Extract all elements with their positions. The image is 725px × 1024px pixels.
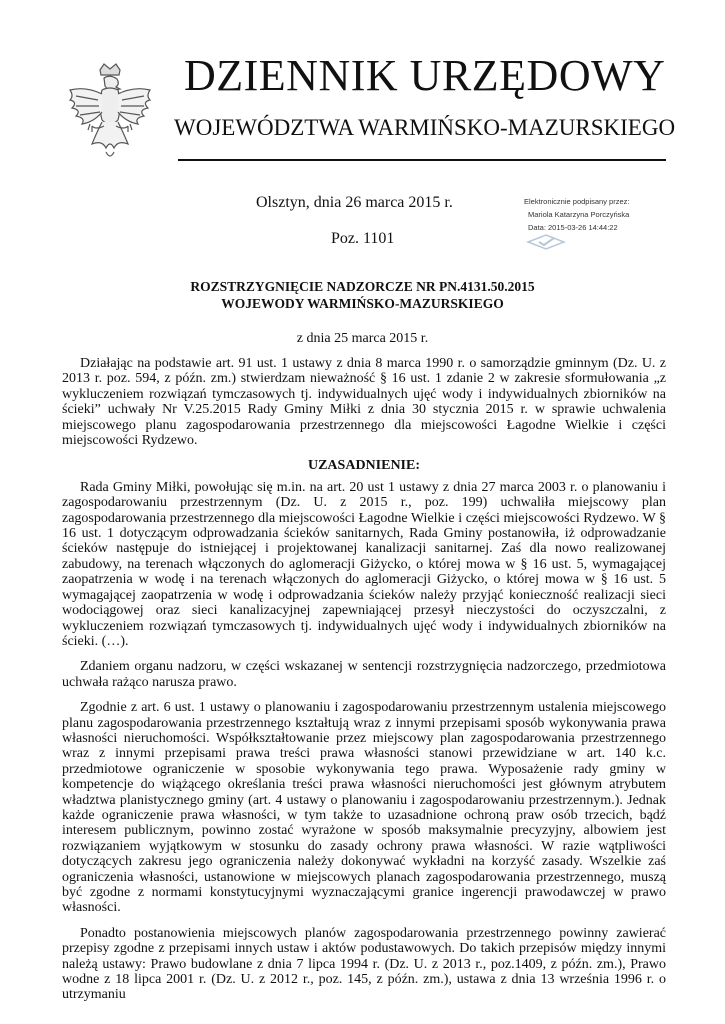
decision-title: [40, 278, 685, 312]
signature-date: Data: 2015-03-26 14:44:22: [528, 223, 618, 232]
paragraph-ruling: Działając na podstawie art. 91 ust. 1 ustawy z dnia 8 marca 1990 r. o samorządzie gminnym (Dz. U. z 2013 r. poz. 594, z późn. zm.) stwierdzam nieważność § 16 ust. 1 zdanie 2 w zakresie sformułowania „z wykluczeniem rozwiązań tymczasowych tj. indywidualnych ujęć wody i indywidualnych zbiorników na ścieki” uchwały Nr V.25.2015 Rady Gminy Miłki z dnia 30 stycznia 2015 r. w sprawie uchwalenia miejscowego planu zagospodarowania przestrzennego dla miejscowości Łagodne Wielkie i części miejscowości Rydzewo.: [62, 356, 666, 449]
paragraph-background: Rada Gminy Miłki, powołując się m.in. na art. 20 ust 1 ustawy z dnia 27 marca 2003 r. o planowaniu i zagospodarowaniu przestrzennym (Dz. U. z 2015 r., poz. 199) uchwaliła miejscowy plan zagospodarowania przestrzennego dla miejscowości Łagodne Wielkie i części miejscowości Rydzewo. W § 16 ust. 1 dotyczącym odprowadzania ścieków sanitarnych, Rada Gminy postanowiła, iż odprowadzanie ścieków następuje do istniejącej i projektowanej kanalizacji sanitarnej. Zaś dla nowo realizowanej zabudowy, na terenach włączonych do aglomeracji Giżycko, o której mowa w § 16 ust. 5, wymagającej zaopatrzenia w wodę i na terenach włączonych do aglomeracji Giżycko, o której mowa w § 16 ust. 5 wymagającej zaopatrzenia w wodę i odprowadzania ścieków należy przyjąć konieczność realizacji sieci wodociągowej oraz sieci kanalizacyjnej zapewniającej przesył nieczystości do oczyszczalni, z wykluczeniem rozwiązań tymczasowych tj. indywidualnych ujęć wody i indywidualnych zbiorników na ścieki. (…).: [62, 479, 666, 649]
paragraph-other-acts: Ponadto postanowienia miejscowych planów zagospodarowania przestrzennego powinny zawierać przepisy zgodne z przepisami innych ustaw i aktów podustawowych. Do takich przepisów między innymi należą ustawy: Prawo budowlane z dnia 7 lipca 1994 r. (Dz. U. z 2013 r., poz.1409, z późn. zm.), Prawo wodne z 18 lipca 2001 r. (Dz. U. z 2012 r., poz. 145, z późn. zm.), ustawa z dnia 13 września 1996 r. o utrzymaniu: [62, 925, 666, 1003]
paragraph-opinion: Zdaniem organu nadzoru, w części wskazanej w sentencji rozstrzygnięcia nadzorczego, przedmiotowa uchwała rażąco narusza prawo.: [62, 659, 666, 690]
signature-signer: Mariola Katarzyna Porczyńska: [528, 210, 630, 219]
signature-label: Elektronicznie podpisany przez:: [524, 197, 630, 206]
masthead-subtitle: WOJEWÓDZTWA WARMIŃSKO-MAZURSKIEGO: [174, 115, 676, 140]
signature-check-icon: [526, 233, 566, 251]
position-number: Poz. 1101: [331, 230, 395, 247]
section-heading-justification: UZASADNIENIE:: [307, 458, 421, 474]
paragraph-legal-basis: Zgodnie z art. 6 ust. 1 ustawy o planowaniu i zagospodarowaniu przestrzennym ustalenia miejscowego planu zagospodarowania przestrzennego kształtują wraz z innymi przepisami sposób wykonywania prawa własności nieruchomości. Współkształtowanie przez miejscowy plan zagospodarowania przestrzennego wraz z innymi przepisami prawa treści prawa własności stanowi przewidziane w art. 140 k.c. przedmiotowe ograniczenie w sposobie wykonywania tego prawa. Wyposażenie rady gminy w kompetencje do wiążącego określania treści prawa własności nieruchomości jest głównym atrybutem władztwa planistycznego gminy (art. 4 ustawy o planowaniu i zagospodarowaniu przestrzennym.). Jednak każde ograniczenie prawa własności, w tym także to uzasadnione ochroną praw osób trzecich, bądź interesem publicznym, powinno zostać wyrażone w sposób maksymalnie precyzyjny, albowiem jest rozwiązaniem wyjątkowym w stosunku do zasady ochrony prawa własności. W razie wątpliwości dotyczących zakresu jego ograniczenia należy dokonywać wykładni na korzyść zasady. Wszelkie zaś ograniczenia własności, ustanowione w miejscowych planach zagospodarowania przestrzennego, muszą być zgodne z normami konstytucyjnymi wyznaczającymi granice ingerencji prawodawczej w prawo własności.: [62, 700, 666, 916]
document-body: [62, 356, 666, 1013]
masthead-title: DZIENNIK URZĘDOWY: [184, 51, 666, 100]
decision-date: z dnia 25 marca 2015 r.: [296, 331, 429, 346]
eagle-emblem-icon: [62, 60, 158, 166]
place-and-date: Olsztyn, dnia 26 marca 2015 r.: [256, 194, 453, 211]
decision-title-line1: ROZSTRZYGNIĘCIE NADZORCZE NR PN.4131.50.2015: [190, 279, 535, 294]
masthead-divider: [178, 159, 666, 161]
electronic-signature-block: [524, 195, 704, 234]
decision-title-line2: WOJEWODY WARMIŃSKO-MAZURSKIEGO: [221, 296, 504, 311]
